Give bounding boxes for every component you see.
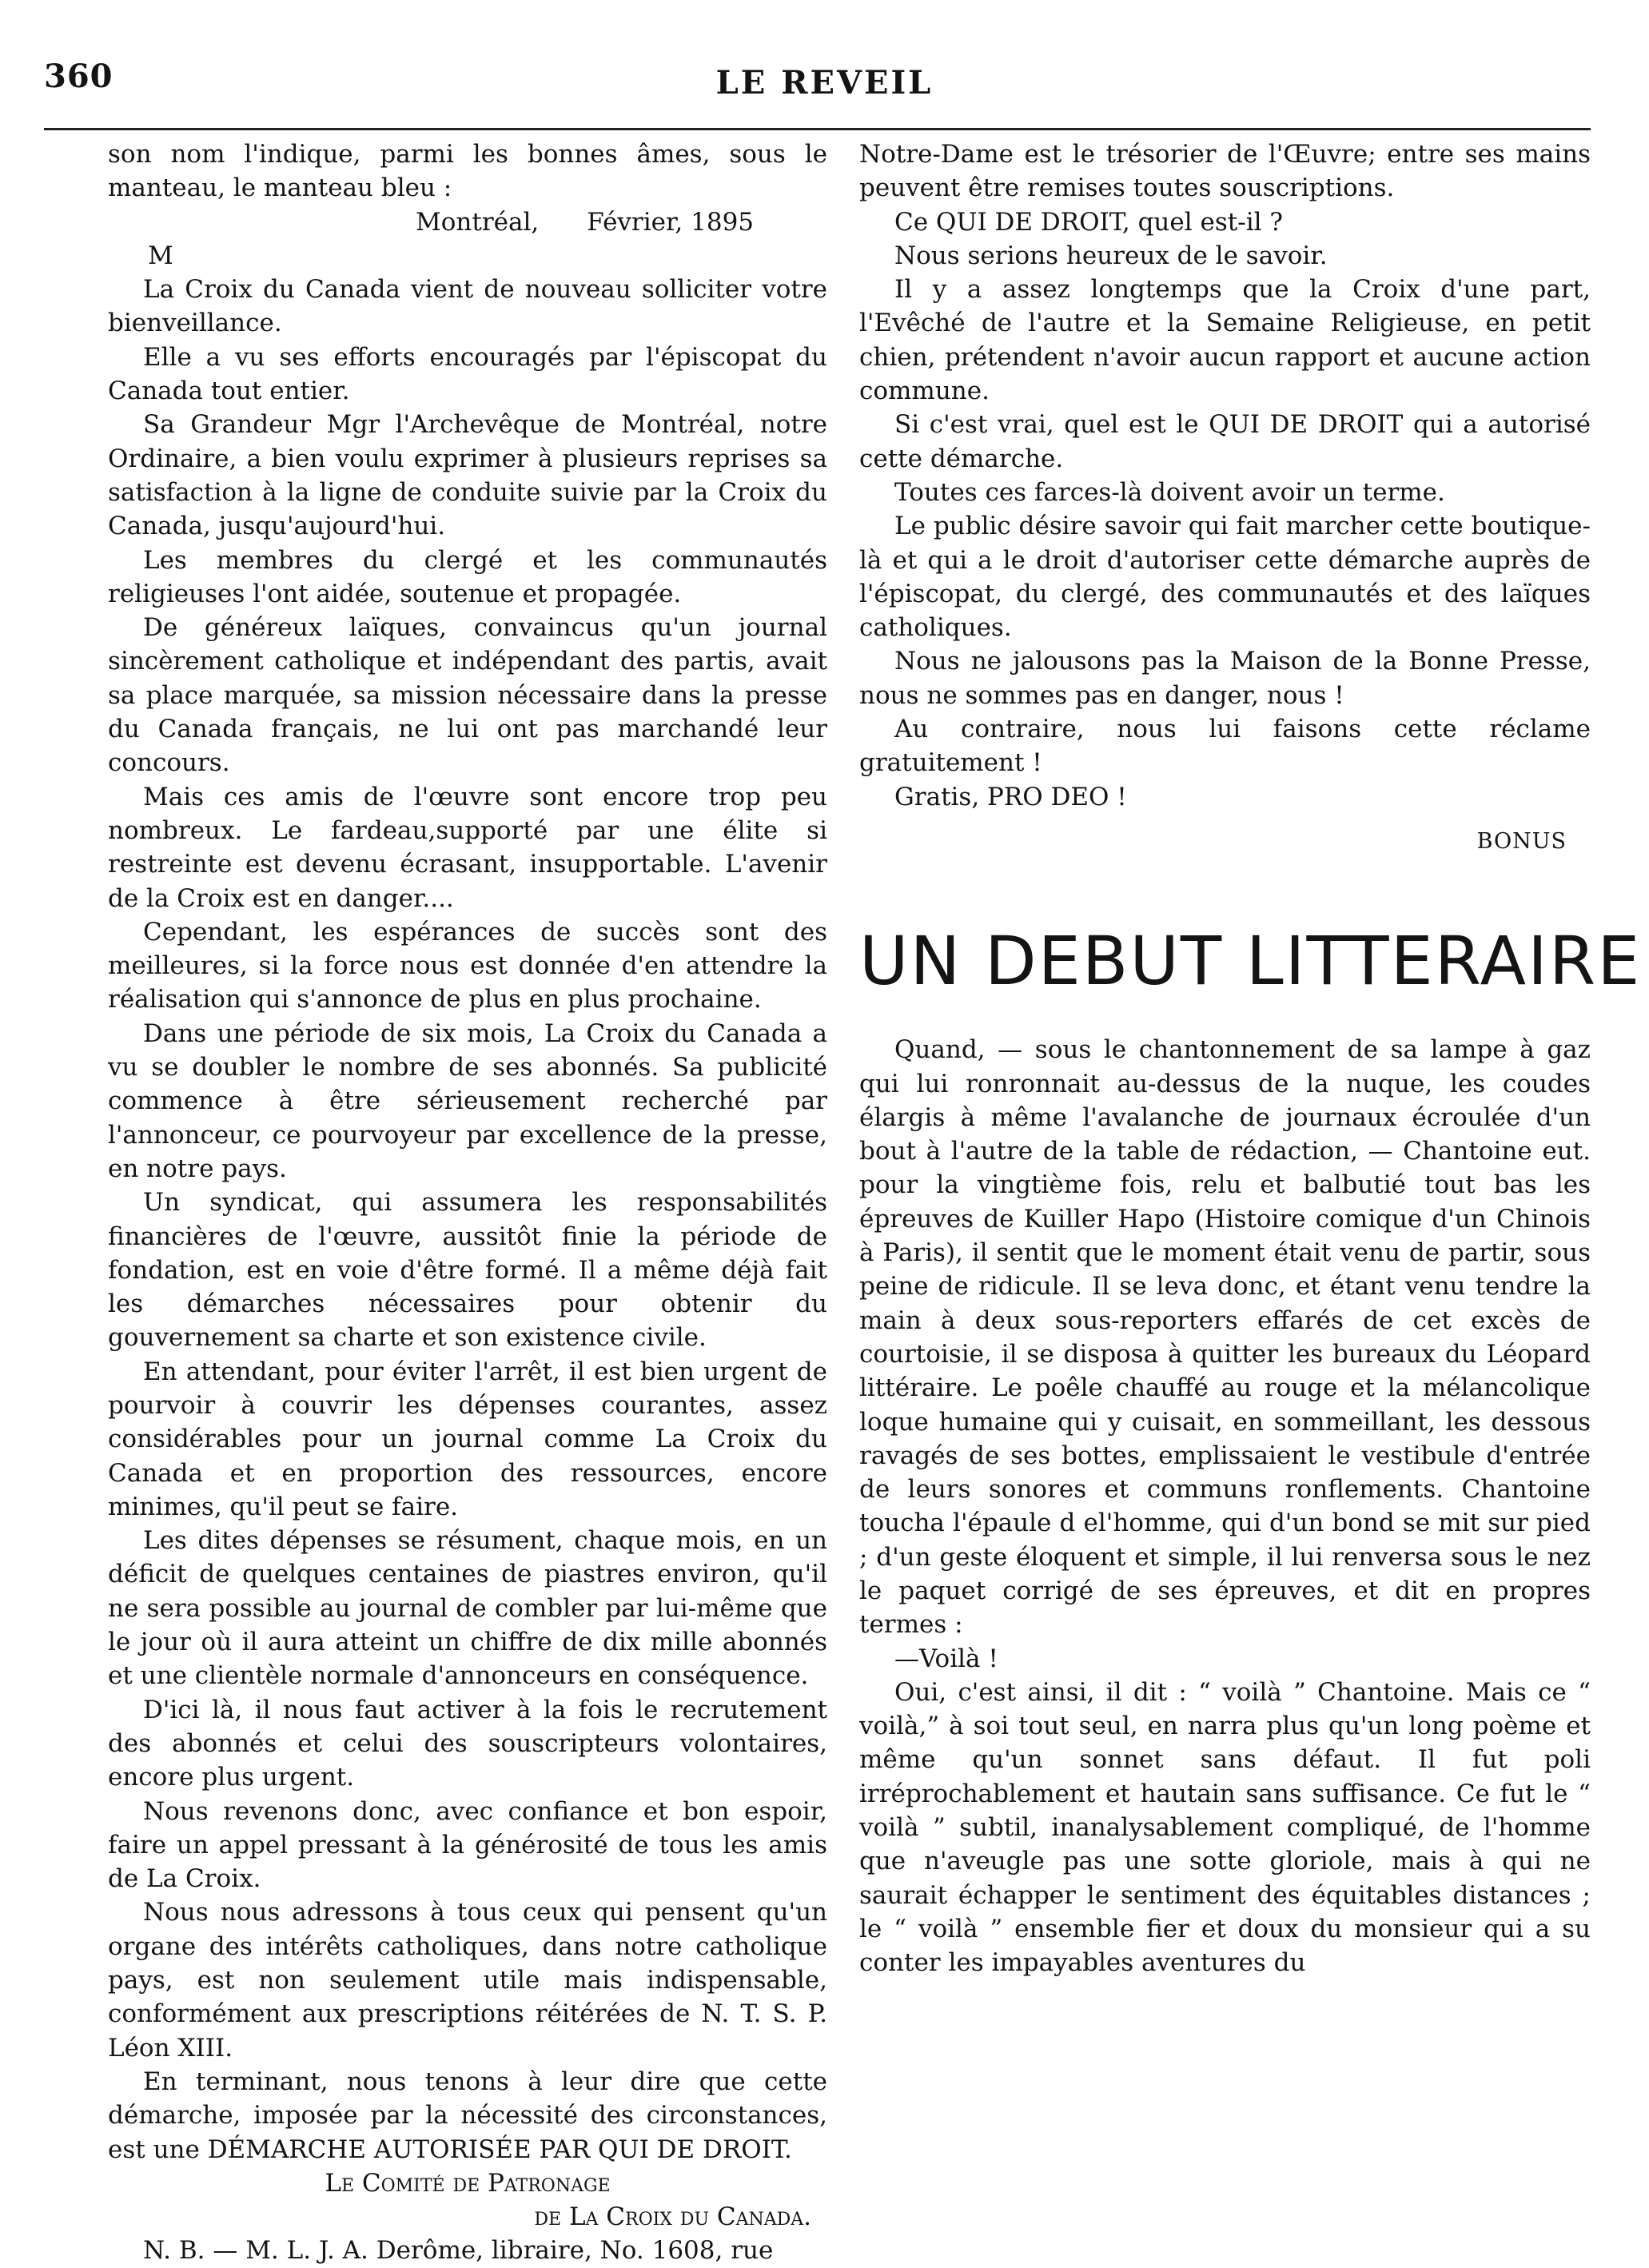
signature-paper: de La Croix du Canada. [534,2202,811,2232]
paragraph: Ce QUI DE DROIT, quel est-il ? [894,207,1283,237]
paragraph: Sa Grandeur Mgr l'Archevêque de Montréal, notre Ordinaire, a bien voulu exprimer à plusieurs reprises sa satisfaction à la ligne de conduite suivie par la Croix du Canada, jusqu'aujourd'hui. [108,410,827,541]
paragraph: Un syndicat, qui assumera les responsabilités financières de l'œuvre, aussitôt finie la période de fondation, est en voie d'être formé. Il a même déjà fait les démarches nécessaires pour obtenir du gouvernement sa charte et son existence civile. [108,1188,827,1353]
paragraph: Nous ne jalousons pas la Maison de la Bonne Presse, nous ne sommes pas en danger, nous ! [859,647,1591,710]
paragraph: La Croix du Canada vient de nouveau solliciter votre bienveillance. [108,275,827,338]
paragraph: Mais ces amis de l'œuvre sont encore trop peu nombreux. Le fardeau,supporté par une élite si restreinte est devenu écrasant, insupportable. L'avenir de la Croix est en danger.... [108,782,827,913]
nota-bene: N. B. — M. L. J. A. Derôme, libraire, No. 1608, rue [143,2236,774,2266]
paragraph: Gratis, PRO DEO ! [894,782,1127,811]
paragraph: Il y a assez longtemps que la Croix d'une part, l'Evêché de l'autre et la Semaine Religieuse, en petit chien, prétendent n'avoir aucun rapport et aucune action commune. [859,275,1591,406]
paragraph: Nous revenons donc, avec confiance et bon espoir, faire un appel pressant à la générosité de tous les amis de La Croix. [108,1796,827,1894]
paragraph: Elle a vu ses efforts encouragés par l'épiscopat du Canada tout entier. [108,342,827,406]
paragraph: Oui, c'est ainsi, il dit : “ voilà ” Chantoine. Mais ce “ voilà,” à soi tout seul, en narra plus qu'un long poème et même qu'un sonnet sans défaut. Il fut poli irréprochablement et hautain sans suffisance. Ce fut le “ voilà ” subtil, inanalysablement compliqué, de l'homme que n'aveugle pas une sotte gloriole, mais à qui ne saurait échapper le sentiment des équitables distances ; le “ voilà ” ensemble fier et doux du monsieur qui a su conter les impayables aventures du [859,1677,1591,1978]
paragraph: Toutes ces farces-là doivent avoir un terme. [894,477,1445,507]
paragraph: En attendant, pour éviter l'arrêt, il est bien urgent de pourvoir à couvrir les dépenses courantes, assez considérables pour un journal comme La Croix du Canada et en proportion des ressources, encore minimes, qu'il peut se faire. [108,1357,827,1521]
signature-bonus: BONUS [1476,828,1567,854]
paragraph: De généreux laïques, convaincus qu'un journal sincèrement catholique et indépendant des partis, avait sa place marquée, sa mission nécessaire dans la presse du Canada français, ne lui ont pas marchandé leur concours. [108,613,827,778]
paragraph: Quand, — sous le chantonnement de sa lampe à gaz qui lui ronronnait au-dessus de la nuque, les coudes élargis à même l'avalanche de journaux écroulée d'un bout à l'autre de la table de rédaction, — Chantoine eut. pour la vingtième fois, relu et balbutié tout bas les épreuves de Kuiller Hapo (Histoire comique d'un Chinois à Paris), il sentit que le moment était venu de partir, sous peine de ridicule. Il se leva donc, et étant venu tendre la main à deux sous-reporters effarés de cet excès de courtoisie, il se disposa à quitter les bureaux du Léopard littéraire. Le poêle chauffé au rouge et la mélancolique loque humaine qui y cuisait, en sommeillant, les dessous ravagés de ses bottes, emplissaient le vestibule d'entrée de leurs sonores et communs ronflements. Chantoine toucha l'épaule d el'homme, qui d'un bond se mit sur pied ; d'un geste éloquent et simple, il lui renversa sous le nez le paquet corrigé de ses épreuves, et dit en propres termes : [859,1035,1591,1640]
paragraph: Nous nous adressons à tous ceux qui pensent qu'un organe des intérêts catholiques, dans notre catholique pays, est non seulement utile mais indispensable, conformément aux prescriptions réitérées de N. T. S. P. Léon XIII. [108,1898,827,2063]
paragraph: Si c'est vrai, quel est le QUI DE DROIT qui a autorisé cette démarche. [859,410,1591,473]
right-column [859,138,1642,1980]
paragraph: D'ici là, il nous faut activer à la fois le recrutement des abonnés et celui des souscripteurs volontaires, encore plus urgent. [108,1695,827,1792]
paragraph: Cependant, les espérances de succès sont des meilleures, si la force nous est donnée d'en attendre la réalisation qui s'annonce de plus en plus prochaine. [108,917,827,1014]
paragraph: Au contraire, nous lui faisons cette réclame gratuitement ! [859,715,1591,778]
date-month: Février, 1895 [587,207,755,237]
left-column [108,138,827,2268]
dateline [108,205,827,239]
header-rule [44,128,1591,130]
paragraph: Nous serions heureux de le savoir. [894,241,1328,270]
date-place: Montréal, [416,207,540,237]
salutation: M [148,241,173,270]
paragraph: Dans une période de six mois, La Croix du Canada a vu se doubler le nombre de ses abonnés. Sa publicité commence à être sérieusement recherché par l'annonceur, ce pourvoyeur par excellence de la presse, en notre pays. [108,1018,827,1183]
article-title: UN DEBUT LITTERAIRE [859,922,1642,1001]
signature-committee: Le Comité de Patronage [325,2168,611,2198]
paragraph: En terminant, nous tenons à leur dire que cette démarche, imposée par la nécessité des circonstances, est une DÉMARCHE AUTORISÉE PAR QUI DE DROIT. [108,2067,827,2164]
paragraph: Notre-Dame est le trésorier de l'Œuvre; entre ses mains peuvent être remises toutes souscriptions. [859,140,1591,203]
page-number: 360 [44,58,114,95]
paragraph: son nom l'indique, parmi les bonnes âmes, sous le manteau, le manteau bleu : [108,140,827,203]
running-head: LE REVEIL [715,64,934,102]
paragraph: Les membres du clergé et les communautés religieuses l'ont aidée, soutenue et propagée. [108,545,827,608]
paragraph: —Voilà ! [894,1644,998,1673]
paragraph: Les dites dépenses se résument, chaque mois, en un déficit de quelques centaines de piastres environ, qu'il ne sera possible au journal de combler par lui-même que le jour où il aura atteint un chiffre de dix mille abonnés et une clientèle normale d'annonceurs en conséquence. [108,1526,827,1691]
paragraph: Le public désire savoir qui fait marcher cette boutique-là et qui a le droit d'autoriser cette démarche auprès de l'épiscopat, du clergé, des communautés et des laïques catholiques. [859,512,1591,643]
